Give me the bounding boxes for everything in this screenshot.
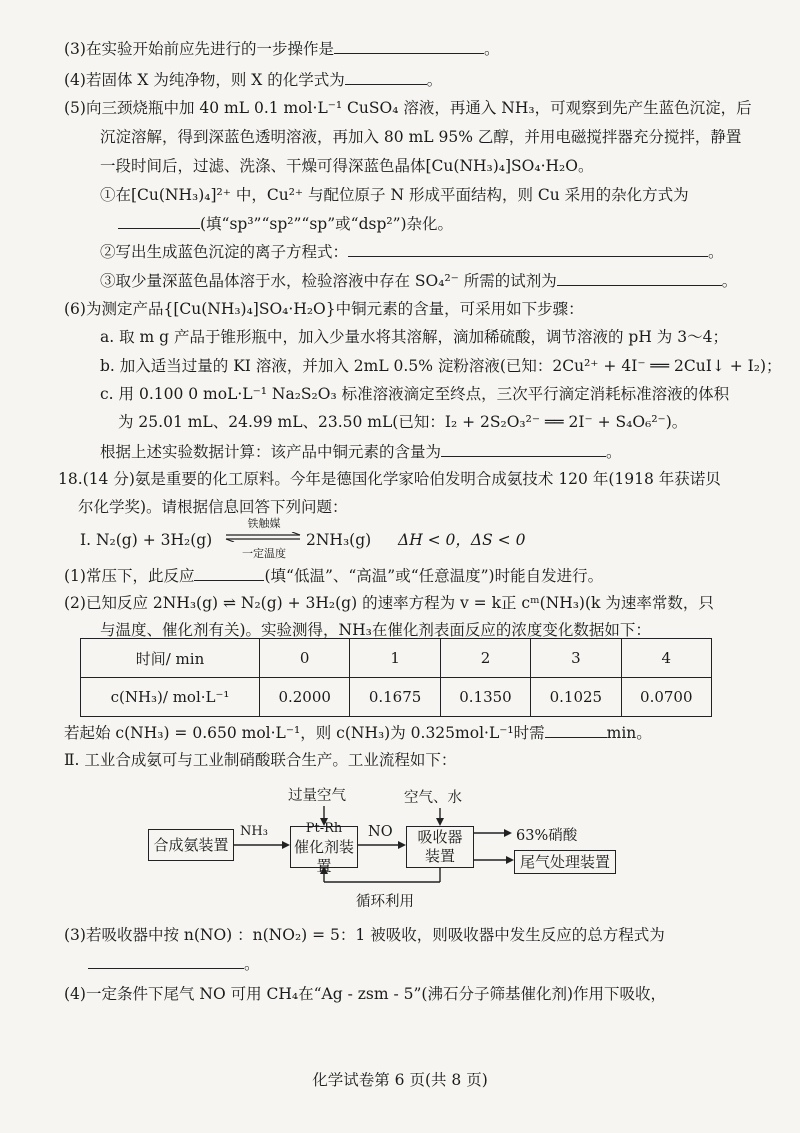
table-cell: 1	[350, 639, 440, 678]
flow-label-recycle: 循环利用	[356, 894, 414, 910]
table-cell: 4	[621, 639, 711, 678]
q18-part3-line1: (3)若吸收器中按 n(NO) ：n(NO₂) = 5：1 被吸收，则吸收器中发生反应的总方程式为	[64, 926, 665, 944]
q18-part-ii: Ⅱ. 工业合成氨可与工业制硝酸联合生产。工业流程如下：	[64, 751, 457, 769]
q18-header-line2: 尔化学奖)。请根据信息回答下列问题：	[78, 498, 348, 516]
table-cell: 0.1675	[350, 678, 440, 717]
q17-part5-sub3-text: ③取少量深蓝色晶体溶于水，检验溶液中存在 SO₄²⁻ 所需的试剂为	[100, 272, 557, 290]
flow-label-excess-air: 过量空气	[288, 788, 346, 804]
q18-reaction-catalyst: 铁触媒	[247, 517, 281, 530]
q18-part2-line1: (2)已知反应 2NH₃(g) ⇌ N₂(g) + 3H₂(g) 的速率方程为 v = k正 cᵐ(NH₃)(k 为速率常数，只	[64, 594, 714, 612]
q18-part3-end: 。	[244, 955, 260, 973]
q17-part5-sub1: ①在[Cu(NH₃)₄]²⁺ 中，Cu²⁺ 与配位原子 N 形成平面结构，则 Cu 采用的杂化方式为	[100, 186, 689, 204]
q18-part4: (4)一定条件下尾气 NO 可用 CH₄在“Ag - zsm - 5”(沸石分子筛基催化剂)作用下吸收，	[64, 985, 667, 1003]
flow-box-catalyst-line2: 催化剂装置	[293, 837, 354, 875]
q18-part1-text: (1)常压下，此反应	[64, 567, 195, 585]
flow-box-absorber-line1: 吸收器	[417, 828, 463, 846]
q17-part5-sub1b-text: (填“sp³”“sp²”“sp”或“dsp²”)杂化。	[200, 215, 454, 233]
q18-part2-question-unit: min。	[606, 724, 652, 742]
q18-part1-after: (填“低温”、“高温”或“任意温度”)时能自发进行。	[264, 567, 604, 585]
q17-part6-step-a: a. 取 m g 产品于锥形瓶中，加入少量水将其溶解，滴加稀硫酸，调节溶液的 pH 为 3～4；	[100, 328, 728, 346]
q18-reaction-left: Ⅰ. N₂(g) + 3H₂(g)	[80, 531, 213, 549]
table-cell: 0.2000	[260, 678, 350, 717]
q17-part6-calc-end: 。	[606, 443, 622, 461]
table-cell: 0.1350	[440, 678, 530, 717]
table-header-time: 时间/ min	[81, 639, 260, 678]
q18-reaction-condition: 一定温度	[242, 547, 286, 560]
q17-part5-line2: 沉淀溶解，得到深蓝色透明溶液，再加入 80 mL 95% 乙醇，并用电磁搅拌器充分搅拌，静置	[100, 128, 742, 146]
q17-part5-line3: 一段时间后，过滤、洗涤、干燥可得深蓝色晶体[Cu(NH₃)₄]SO₄·H₂O。	[100, 157, 594, 175]
table-cell: 0	[260, 639, 350, 678]
flow-box-tail-gas: 尾气处理装置	[514, 850, 616, 874]
table-cell: 0.1025	[531, 678, 621, 717]
q17-part4-end: 。	[426, 71, 443, 89]
q17-part5-line1: (5)向三颈烧瓶中加 40 mL 0.1 mol·L⁻¹ CuSO₄ 溶液，再通入 NH₃，可观察到先产生蓝色沉淀，后	[64, 99, 752, 117]
flow-box-catalyst-line1: Pt-Rh	[305, 820, 343, 836]
flow-label-air-water: 空气、水	[404, 790, 462, 806]
q17-part6-step-c1: c. 用 0.100 0 moL·L⁻¹ Na₂S₂O₃ 标准溶液滴定至终点，三次平行滴定消耗标准溶液的体积	[100, 385, 730, 403]
q17-part6-calc-text: 根据上述实验数据计算：该产品中铜元素的含量为	[100, 443, 442, 461]
flow-box-absorber	[406, 826, 474, 868]
q17-part3-text: (3)在实验开始前应先进行的一步操作是	[64, 40, 334, 58]
q17-part3-end: 。	[483, 40, 500, 58]
flow-box-ammonia-synthesis: 合成氨装置	[148, 829, 234, 861]
q17-part4-text: (4)若固体 X 为纯净物，则 X 的化学式为	[64, 71, 345, 89]
q17-part6-intro: (6)为测定产品{[Cu(NH₃)₄]SO₄·H₂O}中铜元素的含量，可采用如下步骤：	[64, 300, 584, 318]
flow-box-catalyst	[290, 820, 358, 875]
q17-part6-step-b: b. 加入适当过量的 KI 溶液，并加入 2mL 0.5% 淀粉溶液(已知：2Cu²⁺ + 4I⁻ ══ 2CuI↓ + I₂)；	[100, 357, 782, 375]
table-cell: 3	[531, 639, 621, 678]
q18-part2-line2: 与温度、催化剂有关)。实验测得，NH₃在催化剂表面反应的浓度变化数据如下：	[100, 621, 651, 639]
flow-label-no: NO	[368, 824, 393, 840]
answer-blank[interactable]	[88, 953, 244, 969]
flow-label-nh3: NH₃	[240, 824, 268, 839]
page-footer: 化学试卷第 6 页(共 8 页)	[312, 1071, 488, 1089]
q17-part5-sub2-end: 。	[708, 243, 724, 261]
q17-part6-step-c2: 为 25.01 mL、24.99 mL、23.50 mL(已知：I₂ + 2S₂O₃²⁻ ══ 2I⁻ + S₄O₆²⁻)。	[118, 413, 688, 431]
flow-label-nitric-acid: 63%硝酸	[516, 828, 578, 844]
q18-reaction-thermo: ΔH < 0，ΔS < 0	[398, 531, 526, 549]
table-cell: 0.0700	[621, 678, 711, 717]
q17-part5-sub2-text: ②写出生成蓝色沉淀的离子方程式：	[100, 243, 349, 261]
table-header-concentration: c(NH₃)/ mol·L⁻¹	[81, 678, 260, 717]
flow-box-absorber-line2: 装置	[424, 847, 455, 865]
q17-part5-sub3-end: 。	[721, 272, 738, 290]
q18-part3-line2	[88, 953, 260, 974]
q18-part2-question-text: 若起始 c(NH₃) = 0.650 mol·L⁻¹，则 c(NH₃)为 0.325mol·L⁻¹时需	[64, 724, 545, 742]
q18-header-line1: 18.(14 分)氨是重要的化工原料。今年是德国化学家哈伯发明合成氨技术 120 年(1918 年获诺贝	[58, 470, 721, 488]
q18-reaction-right: 2NH₃(g)	[306, 531, 372, 549]
table-cell: 2	[440, 639, 530, 678]
